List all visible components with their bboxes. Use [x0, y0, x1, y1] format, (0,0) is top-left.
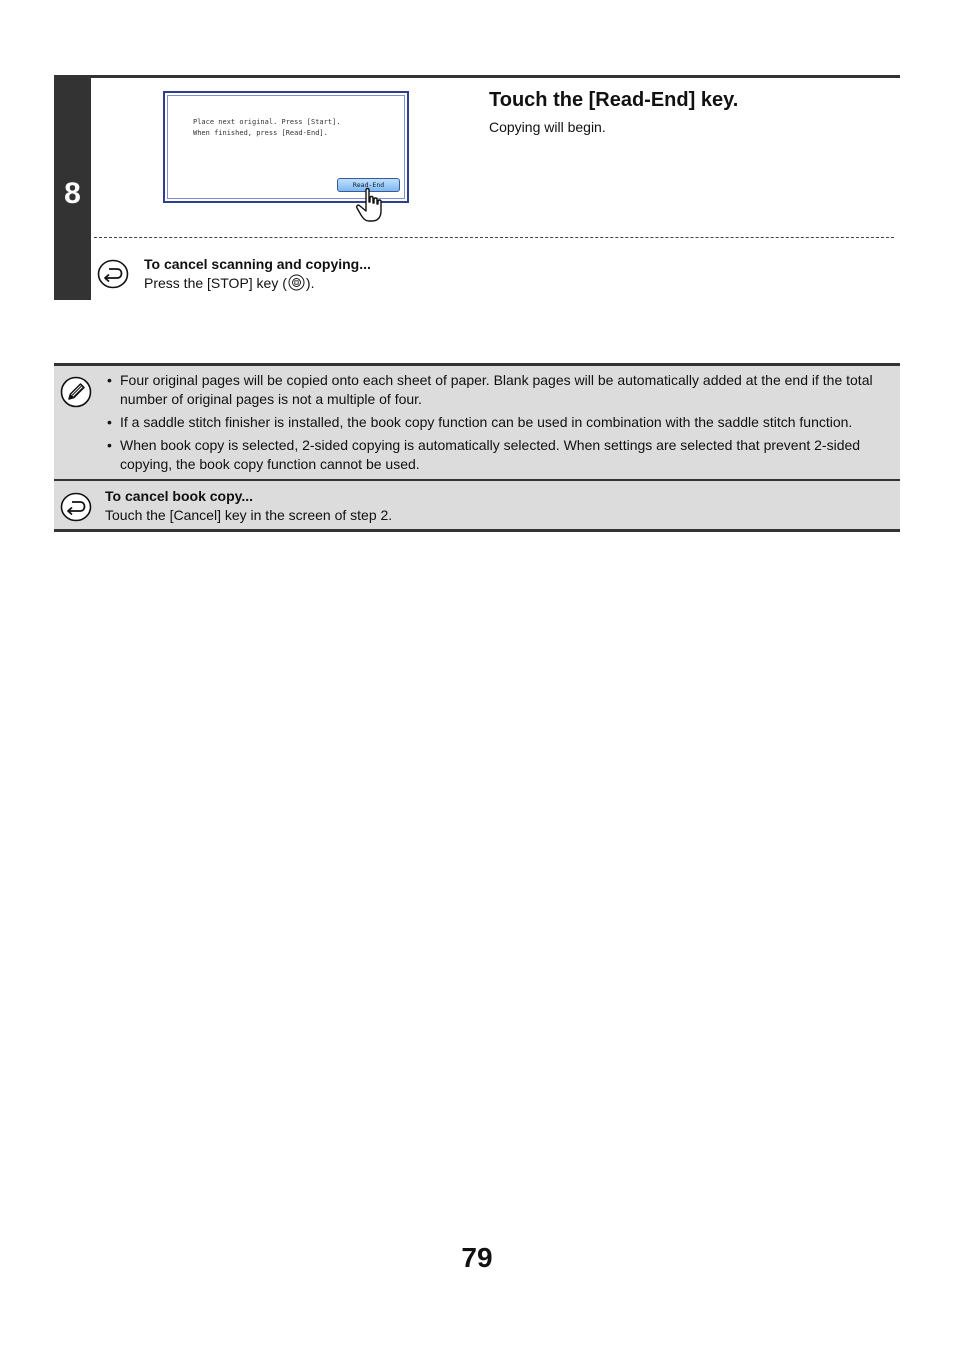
pointing-hand-icon — [354, 187, 388, 223]
note-item — [106, 413, 896, 432]
step-description: Copying will begin. — [489, 119, 606, 135]
note-item — [106, 371, 896, 409]
bullet-icon: • — [107, 372, 112, 388]
read-end-button[interactable]: Read-End — [337, 178, 400, 192]
step-top-rule — [54, 75, 900, 78]
touch-panel-message: Place next original. Press [Start]. When finished, press [Read-End]. — [193, 118, 341, 137]
cancel-scan-title: To cancel scanning and copying... — [144, 256, 371, 272]
page-number: 79 — [461, 1242, 493, 1273]
pencil-note-icon — [60, 376, 92, 408]
cancel-book-copy-text: Touch the [Cancel] key in the screen of step 2. — [105, 507, 393, 523]
step-title: Touch the [Read-End] key. — [489, 89, 739, 111]
note-list — [106, 371, 896, 478]
cancel-book-copy-title: To cancel book copy... — [105, 488, 254, 504]
cancel-scan-text-after: ). — [305, 275, 315, 291]
dashed-divider — [94, 237, 894, 238]
note-item-text: When book copy is selected, 2-sided copying is automatically selected. When settings are selected that prevent 2-sided copying, the book copy function cannot be used. — [120, 437, 861, 472]
bullet-icon: • — [107, 414, 112, 430]
note-item — [106, 436, 896, 474]
cancel-return-icon — [97, 259, 129, 289]
bullet-icon: • — [107, 437, 112, 453]
note-item-text: If a saddle stitch finisher is installed, the book copy function can be used in combination with the saddle stitch function. — [120, 414, 853, 430]
cancel-scan-text — [144, 274, 314, 292]
cancel-scan-text-before: Press the [STOP] key ( — [144, 275, 287, 291]
cancel-return-icon — [60, 492, 92, 522]
step-number: 8 — [64, 177, 81, 210]
note-item-text: Four original pages will be copied onto each sheet of paper. Blank pages will be automatically added at the end if the total number of original pages is not a multiple of four. — [120, 372, 873, 407]
stop-key-icon — [288, 274, 305, 291]
